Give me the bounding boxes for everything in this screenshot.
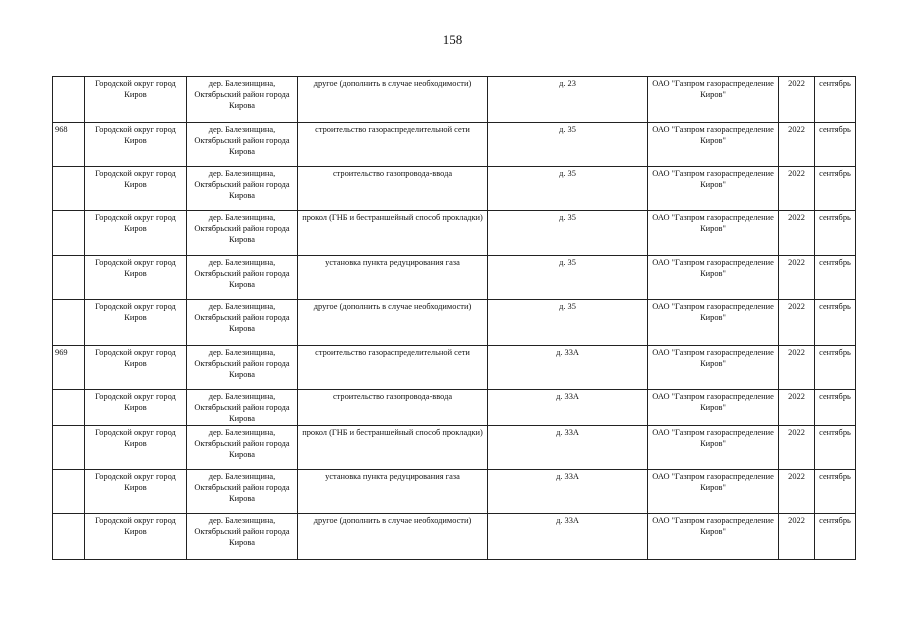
- house-cell: д. 33А: [488, 470, 648, 514]
- table-row: [53, 426, 856, 470]
- row-number: [53, 77, 85, 123]
- house-cell: д. 33А: [488, 346, 648, 390]
- work-type-cell: другое (дополнить в случае необходимости): [298, 514, 488, 560]
- work-type-cell: другое (дополнить в случае необходимости): [298, 300, 488, 346]
- row-number: 968: [53, 123, 85, 167]
- district-cell: Городской округ город Киров: [85, 167, 187, 211]
- table-row: [53, 123, 856, 167]
- table-row: [53, 77, 856, 123]
- year-cell: 2022: [779, 123, 815, 167]
- row-number: [53, 211, 85, 256]
- house-cell: д. 35: [488, 256, 648, 300]
- district-cell: Городской округ город Киров: [85, 77, 187, 123]
- house-cell: д. 35: [488, 300, 648, 346]
- year-cell: 2022: [779, 256, 815, 300]
- row-number: [53, 426, 85, 470]
- year-cell: 2022: [779, 426, 815, 470]
- organization-cell: ОАО "Газпром газораспределение Киров": [648, 514, 779, 560]
- work-type-cell: прокол (ГНБ и бестраншейный способ прокладки): [298, 426, 488, 470]
- work-type-cell: строительство газораспределительной сети: [298, 123, 488, 167]
- table-row: [53, 470, 856, 514]
- house-cell: д. 33А: [488, 390, 648, 426]
- work-type-cell: другое (дополнить в случае необходимости): [298, 77, 488, 123]
- row-number: [53, 390, 85, 426]
- locality-cell: дер. Балезинщина, Октябрьский район города Кирова: [187, 77, 298, 123]
- locality-cell: дер. Балезинщина, Октябрьский район города Кирова: [187, 426, 298, 470]
- house-cell: д. 33А: [488, 514, 648, 560]
- month-cell: сентябрь: [815, 123, 856, 167]
- year-cell: 2022: [779, 300, 815, 346]
- work-type-cell: установка пункта редуцирования газа: [298, 470, 488, 514]
- month-cell: сентябрь: [815, 256, 856, 300]
- house-cell: д. 35: [488, 211, 648, 256]
- year-cell: 2022: [779, 346, 815, 390]
- row-number: [53, 300, 85, 346]
- locality-cell: дер. Балезинщина, Октябрьский район города Кирова: [187, 346, 298, 390]
- locality-cell: дер. Балезинщина, Октябрьский район города Кирова: [187, 167, 298, 211]
- locality-cell: дер. Балезинщина, Октябрьский район города Кирова: [187, 300, 298, 346]
- organization-cell: ОАО "Газпром газораспределение Киров": [648, 470, 779, 514]
- year-cell: 2022: [779, 470, 815, 514]
- organization-cell: ОАО "Газпром газораспределение Киров": [648, 123, 779, 167]
- district-cell: Городской округ город Киров: [85, 300, 187, 346]
- organization-cell: ОАО "Газпром газораспределение Киров": [648, 167, 779, 211]
- month-cell: сентябрь: [815, 426, 856, 470]
- table-row: [53, 514, 856, 560]
- district-cell: Городской округ город Киров: [85, 470, 187, 514]
- year-cell: 2022: [779, 514, 815, 560]
- page-number: 158: [442, 32, 463, 47]
- organization-cell: ОАО "Газпром газораспределение Киров": [648, 426, 779, 470]
- locality-cell: дер. Балезинщина, Октябрьский район города Кирова: [187, 211, 298, 256]
- month-cell: сентябрь: [815, 211, 856, 256]
- works-table: [52, 76, 856, 560]
- house-cell: д. 35: [488, 167, 648, 211]
- month-cell: сентябрь: [815, 300, 856, 346]
- organization-cell: ОАО "Газпром газораспределение Киров": [648, 346, 779, 390]
- work-type-cell: строительство газопровода-ввода: [298, 167, 488, 211]
- district-cell: Городской округ город Киров: [85, 211, 187, 256]
- district-cell: Городской округ город Киров: [85, 123, 187, 167]
- month-cell: сентябрь: [815, 470, 856, 514]
- table-row: [53, 167, 856, 211]
- locality-cell: дер. Балезинщина, Октябрьский район города Кирова: [187, 256, 298, 300]
- month-cell: сентябрь: [815, 346, 856, 390]
- organization-cell: ОАО "Газпром газораспределение Киров": [648, 256, 779, 300]
- table-row: [53, 390, 856, 426]
- house-cell: д. 33А: [488, 426, 648, 470]
- district-cell: Городской округ город Киров: [85, 256, 187, 300]
- house-cell: д. 35: [488, 123, 648, 167]
- organization-cell: ОАО "Газпром газораспределение Киров": [648, 300, 779, 346]
- organization-cell: ОАО "Газпром газораспределение Киров": [648, 390, 779, 426]
- row-number: [53, 167, 85, 211]
- year-cell: 2022: [779, 77, 815, 123]
- locality-cell: дер. Балезинщина, Октябрьский район города Кирова: [187, 514, 298, 560]
- work-type-cell: установка пункта редуцирования газа: [298, 256, 488, 300]
- locality-cell: дер. Балезинщина, Октябрьский район города Кирова: [187, 390, 298, 426]
- organization-cell: ОАО "Газпром газораспределение Киров": [648, 77, 779, 123]
- district-cell: Городской округ город Киров: [85, 514, 187, 560]
- month-cell: сентябрь: [815, 514, 856, 560]
- locality-cell: дер. Балезинщина, Октябрьский район города Кирова: [187, 470, 298, 514]
- locality-cell: дер. Балезинщина, Октябрьский район города Кирова: [187, 123, 298, 167]
- table-row: [53, 346, 856, 390]
- district-cell: Городской округ город Киров: [85, 390, 187, 426]
- work-type-cell: строительство газораспределительной сети: [298, 346, 488, 390]
- table-row: [53, 211, 856, 256]
- table-body: [53, 77, 856, 560]
- month-cell: сентябрь: [815, 167, 856, 211]
- organization-cell: ОАО "Газпром газораспределение Киров": [648, 211, 779, 256]
- year-cell: 2022: [779, 167, 815, 211]
- row-number: [53, 514, 85, 560]
- work-type-cell: строительство газопровода-ввода: [298, 390, 488, 426]
- district-cell: Городской округ город Киров: [85, 346, 187, 390]
- month-cell: сентябрь: [815, 77, 856, 123]
- table-row: [53, 300, 856, 346]
- table-row: [53, 256, 856, 300]
- row-number: [53, 256, 85, 300]
- month-cell: сентябрь: [815, 390, 856, 426]
- row-number: 969: [53, 346, 85, 390]
- district-cell: Городской округ город Киров: [85, 426, 187, 470]
- row-number: [53, 470, 85, 514]
- house-cell: д. 23: [488, 77, 648, 123]
- year-cell: 2022: [779, 390, 815, 426]
- work-type-cell: прокол (ГНБ и бестраншейный способ прокладки): [298, 211, 488, 256]
- year-cell: 2022: [779, 211, 815, 256]
